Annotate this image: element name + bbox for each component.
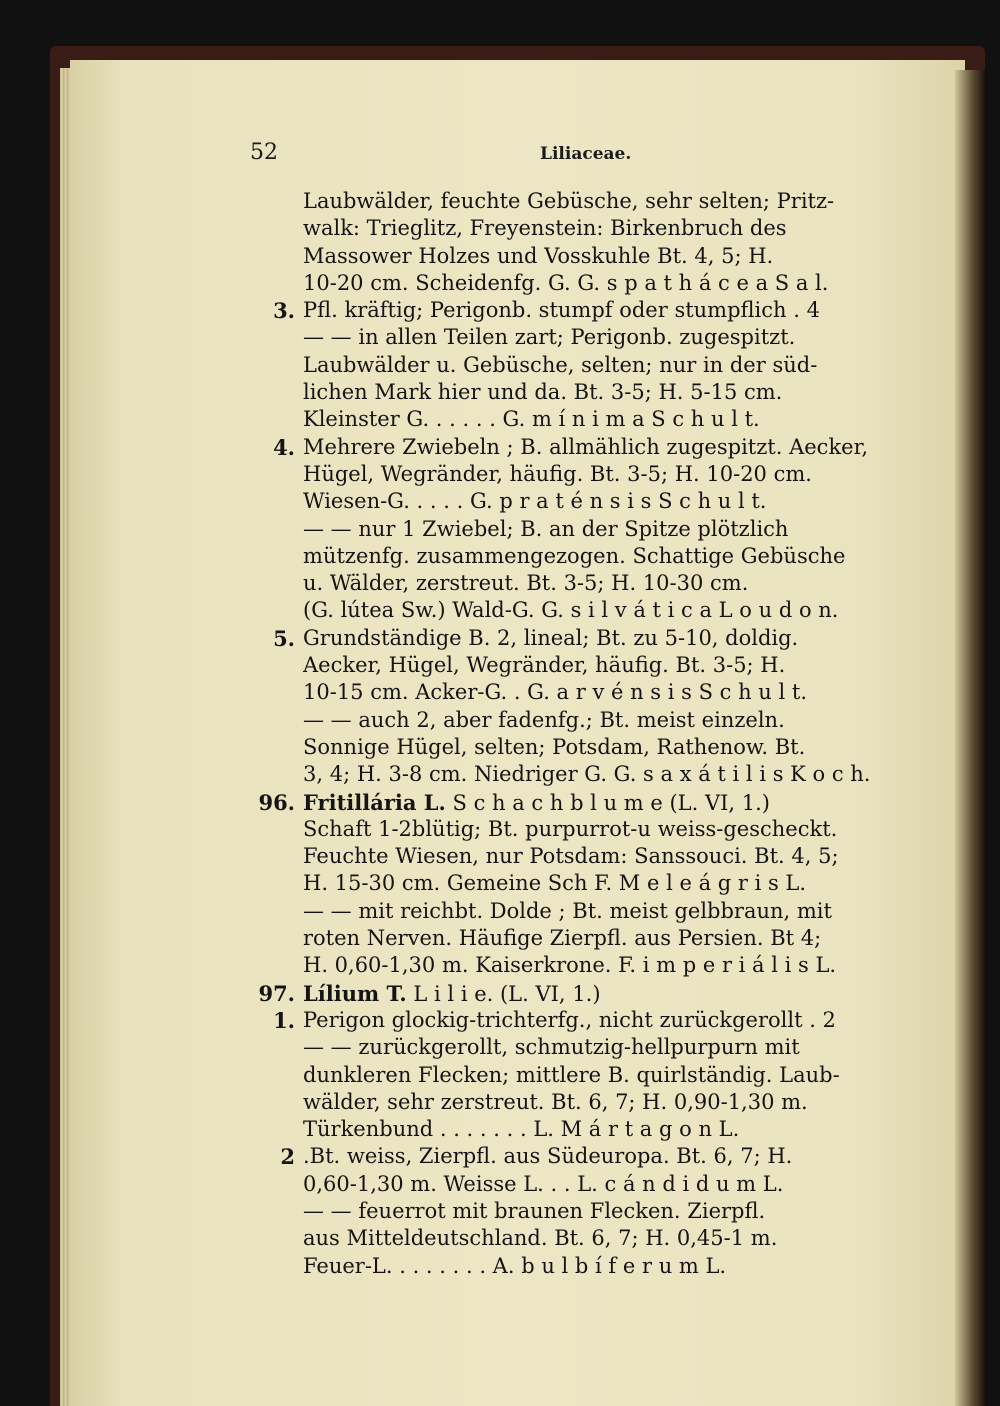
line-number: 97. bbox=[258, 980, 295, 1006]
page-header bbox=[250, 140, 910, 170]
text-line bbox=[245, 352, 915, 379]
text-line bbox=[245, 925, 915, 952]
genus-name: Lílium T. bbox=[303, 980, 407, 1006]
line-text: Perigon glockig-trichterfg., nicht zurückgerollt . 2 bbox=[303, 1007, 836, 1032]
line-text: Lílium T. L i l i e. (L. VI, 1.) bbox=[303, 980, 601, 1006]
line-text: — — mit reichbt. Dolde ; Bt. meist gelbbraun, mit bbox=[303, 898, 832, 923]
line-text: Feuer-L. . . . . . . . A. b u l b í f e r u m L. bbox=[303, 1253, 727, 1278]
text-line bbox=[245, 843, 915, 870]
line-text: Mehrere Zwiebeln ; B. allmählich zugespitzt. Aecker, bbox=[303, 434, 869, 459]
line-text: — — nur 1 Zwiebel; B. an der Spitze plötzlich bbox=[303, 516, 789, 541]
line-text: 0,60-1,30 m. Weisse L. . . L. c á n d i d u m L. bbox=[303, 1171, 784, 1196]
line-text: H. 15-30 cm. Gemeine Sch F. M e l e á g r i s L. bbox=[303, 871, 807, 896]
text-line bbox=[245, 1034, 915, 1061]
line-text: Grundständige B. 2, lineal; Bt. zu 5-10, doldig. bbox=[303, 625, 799, 650]
line-text: Türkenbund . . . . . . . L. M á r t a g o n L. bbox=[303, 1117, 740, 1142]
text-line bbox=[245, 597, 915, 624]
line-text: Massower Holzes und Vosskuhle Bt. 4, 5; H. bbox=[303, 243, 774, 268]
text-line bbox=[245, 734, 915, 761]
text-line bbox=[245, 679, 915, 706]
text-line bbox=[245, 270, 915, 297]
body-text bbox=[245, 188, 915, 1280]
text-line bbox=[245, 870, 915, 897]
text-line bbox=[245, 215, 915, 242]
line-text: — — feuerrot mit braunen Flecken. Zierpfl. bbox=[303, 1198, 766, 1223]
text-line bbox=[245, 1089, 915, 1116]
line-text: Sonnige Hügel, selten; Potsdam, Rathenow. Bt. bbox=[303, 734, 806, 759]
line-text: Kleinster G. . . . . . G. m í n i m a S c h u l t. bbox=[303, 407, 760, 432]
line-text: wälder, sehr zerstreut. Bt. 6, 7; H. 0,90-1,30 m. bbox=[303, 1089, 808, 1114]
text-line bbox=[245, 652, 915, 679]
book-right-edge bbox=[955, 70, 985, 1406]
line-text: .Bt. weiss, Zierpfl. aus Südeuropa. Bt. 6, 7; H. bbox=[303, 1144, 793, 1169]
line-number: 3. bbox=[273, 298, 295, 324]
line-text: — — in allen Teilen zart; Perigonb. zugespitzt. bbox=[303, 325, 796, 350]
text-line bbox=[245, 1198, 915, 1225]
line-number: 96. bbox=[258, 789, 295, 815]
line-text: dunkleren Flecken; mittlere B. quirlständig. Laub- bbox=[303, 1062, 840, 1087]
text-line bbox=[245, 816, 915, 843]
text-line bbox=[245, 625, 915, 652]
text-line bbox=[245, 379, 915, 406]
line-text: aus Mitteldeutschland. Bt. 6, 7; H. 0,45-1 m. bbox=[303, 1226, 778, 1251]
line-number: 2 bbox=[280, 1144, 295, 1170]
line-text: walk: Trieglitz, Freyenstein: Birkenbruch des bbox=[303, 216, 787, 241]
line-text: (G. lútea Sw.) Wald-G. G. s i l v á t i c a L o u d o n. bbox=[303, 598, 839, 623]
text-line bbox=[245, 980, 915, 1007]
line-text: Laubwälder, feuchte Gebüsche, sehr selten; Pritz- bbox=[303, 189, 835, 213]
text-line bbox=[245, 570, 915, 597]
text-line bbox=[245, 243, 915, 270]
text-line bbox=[245, 543, 915, 570]
line-text: Pfl. kräftig; Perigonb. stumpf oder stumpflich . 4 bbox=[303, 298, 820, 323]
line-text: Fritillária L. S c h a c h b l u m e (L. VI, 1.) bbox=[303, 789, 770, 815]
text-line bbox=[245, 789, 915, 816]
text-line bbox=[245, 898, 915, 925]
line-text: 10-20 cm. Scheidenfg. G. G. s p a t h á c e a S a l. bbox=[303, 270, 829, 295]
genus-name: Fritillária L. bbox=[303, 789, 446, 815]
line-text: lichen Mark hier und da. Bt. 3-5; H. 5-15 cm. bbox=[303, 380, 783, 405]
text-line bbox=[245, 516, 915, 543]
line-number: 1. bbox=[273, 1007, 295, 1033]
page-number: 52 bbox=[250, 140, 278, 165]
text-line bbox=[245, 1253, 915, 1280]
text-line bbox=[245, 406, 915, 433]
text-line bbox=[245, 761, 915, 788]
text-line bbox=[245, 324, 915, 351]
line-text: Wiesen-G. . . . . G. p r a t é n s i s S c h u l t. bbox=[303, 489, 767, 514]
line-text: Schaft 1-2blütig; Bt. purpurrot-u weiss-gescheckt. bbox=[303, 816, 838, 841]
line-text: — — auch 2, aber fadenfg.; Bt. meist einzeln. bbox=[303, 707, 785, 732]
text-line bbox=[245, 1225, 915, 1252]
running-head: Liliaceae. bbox=[540, 144, 632, 164]
text-line bbox=[245, 952, 915, 979]
line-number: 5. bbox=[273, 625, 295, 651]
line-text: mützenfg. zusammengezogen. Schattige Gebüsche bbox=[303, 543, 846, 568]
text-line bbox=[245, 434, 915, 461]
text-line bbox=[245, 707, 915, 734]
text-line bbox=[245, 1007, 915, 1034]
line-text: H. 0,60-1,30 m. Kaiserkrone. F. i m p e r i á l i s L. bbox=[303, 953, 837, 978]
text-line bbox=[245, 1171, 915, 1198]
line-text: Feuchte Wiesen, nur Potsdam: Sanssouci. Bt. 4, 5; bbox=[303, 844, 839, 869]
text-line bbox=[245, 1062, 915, 1089]
text-line bbox=[245, 1116, 915, 1143]
text-line bbox=[245, 461, 915, 488]
line-text: Laubwälder u. Gebüsche, selten; nur in der süd- bbox=[303, 352, 818, 377]
text-line bbox=[245, 297, 915, 324]
line-text: Aecker, Hügel, Wegränder, häufig. Bt. 3-5; H. bbox=[303, 653, 786, 678]
line-text: u. Wälder, zerstreut. Bt. 3-5; H. 10-30 cm. bbox=[303, 571, 749, 596]
line-text: roten Nerven. Häufige Zierpfl. aus Persien. Bt 4; bbox=[303, 926, 822, 951]
line-number: 4. bbox=[273, 434, 295, 460]
text-line bbox=[245, 488, 915, 515]
text-line bbox=[245, 1143, 915, 1170]
line-text: — — zurückgerollt, schmutzig-hellpurpurn mit bbox=[303, 1035, 800, 1060]
line-text: 10-15 cm. Acker-G. . G. a r v é n s i s S c h u l t. bbox=[303, 680, 808, 705]
line-text: 3, 4; H. 3-8 cm. Niedriger G. G. s a x á t i l i s K o c h. bbox=[303, 762, 871, 787]
text-line bbox=[245, 188, 915, 215]
line-text: Hügel, Wegränder, häufig. Bt. 3-5; H. 10-20 cm. bbox=[303, 461, 812, 486]
